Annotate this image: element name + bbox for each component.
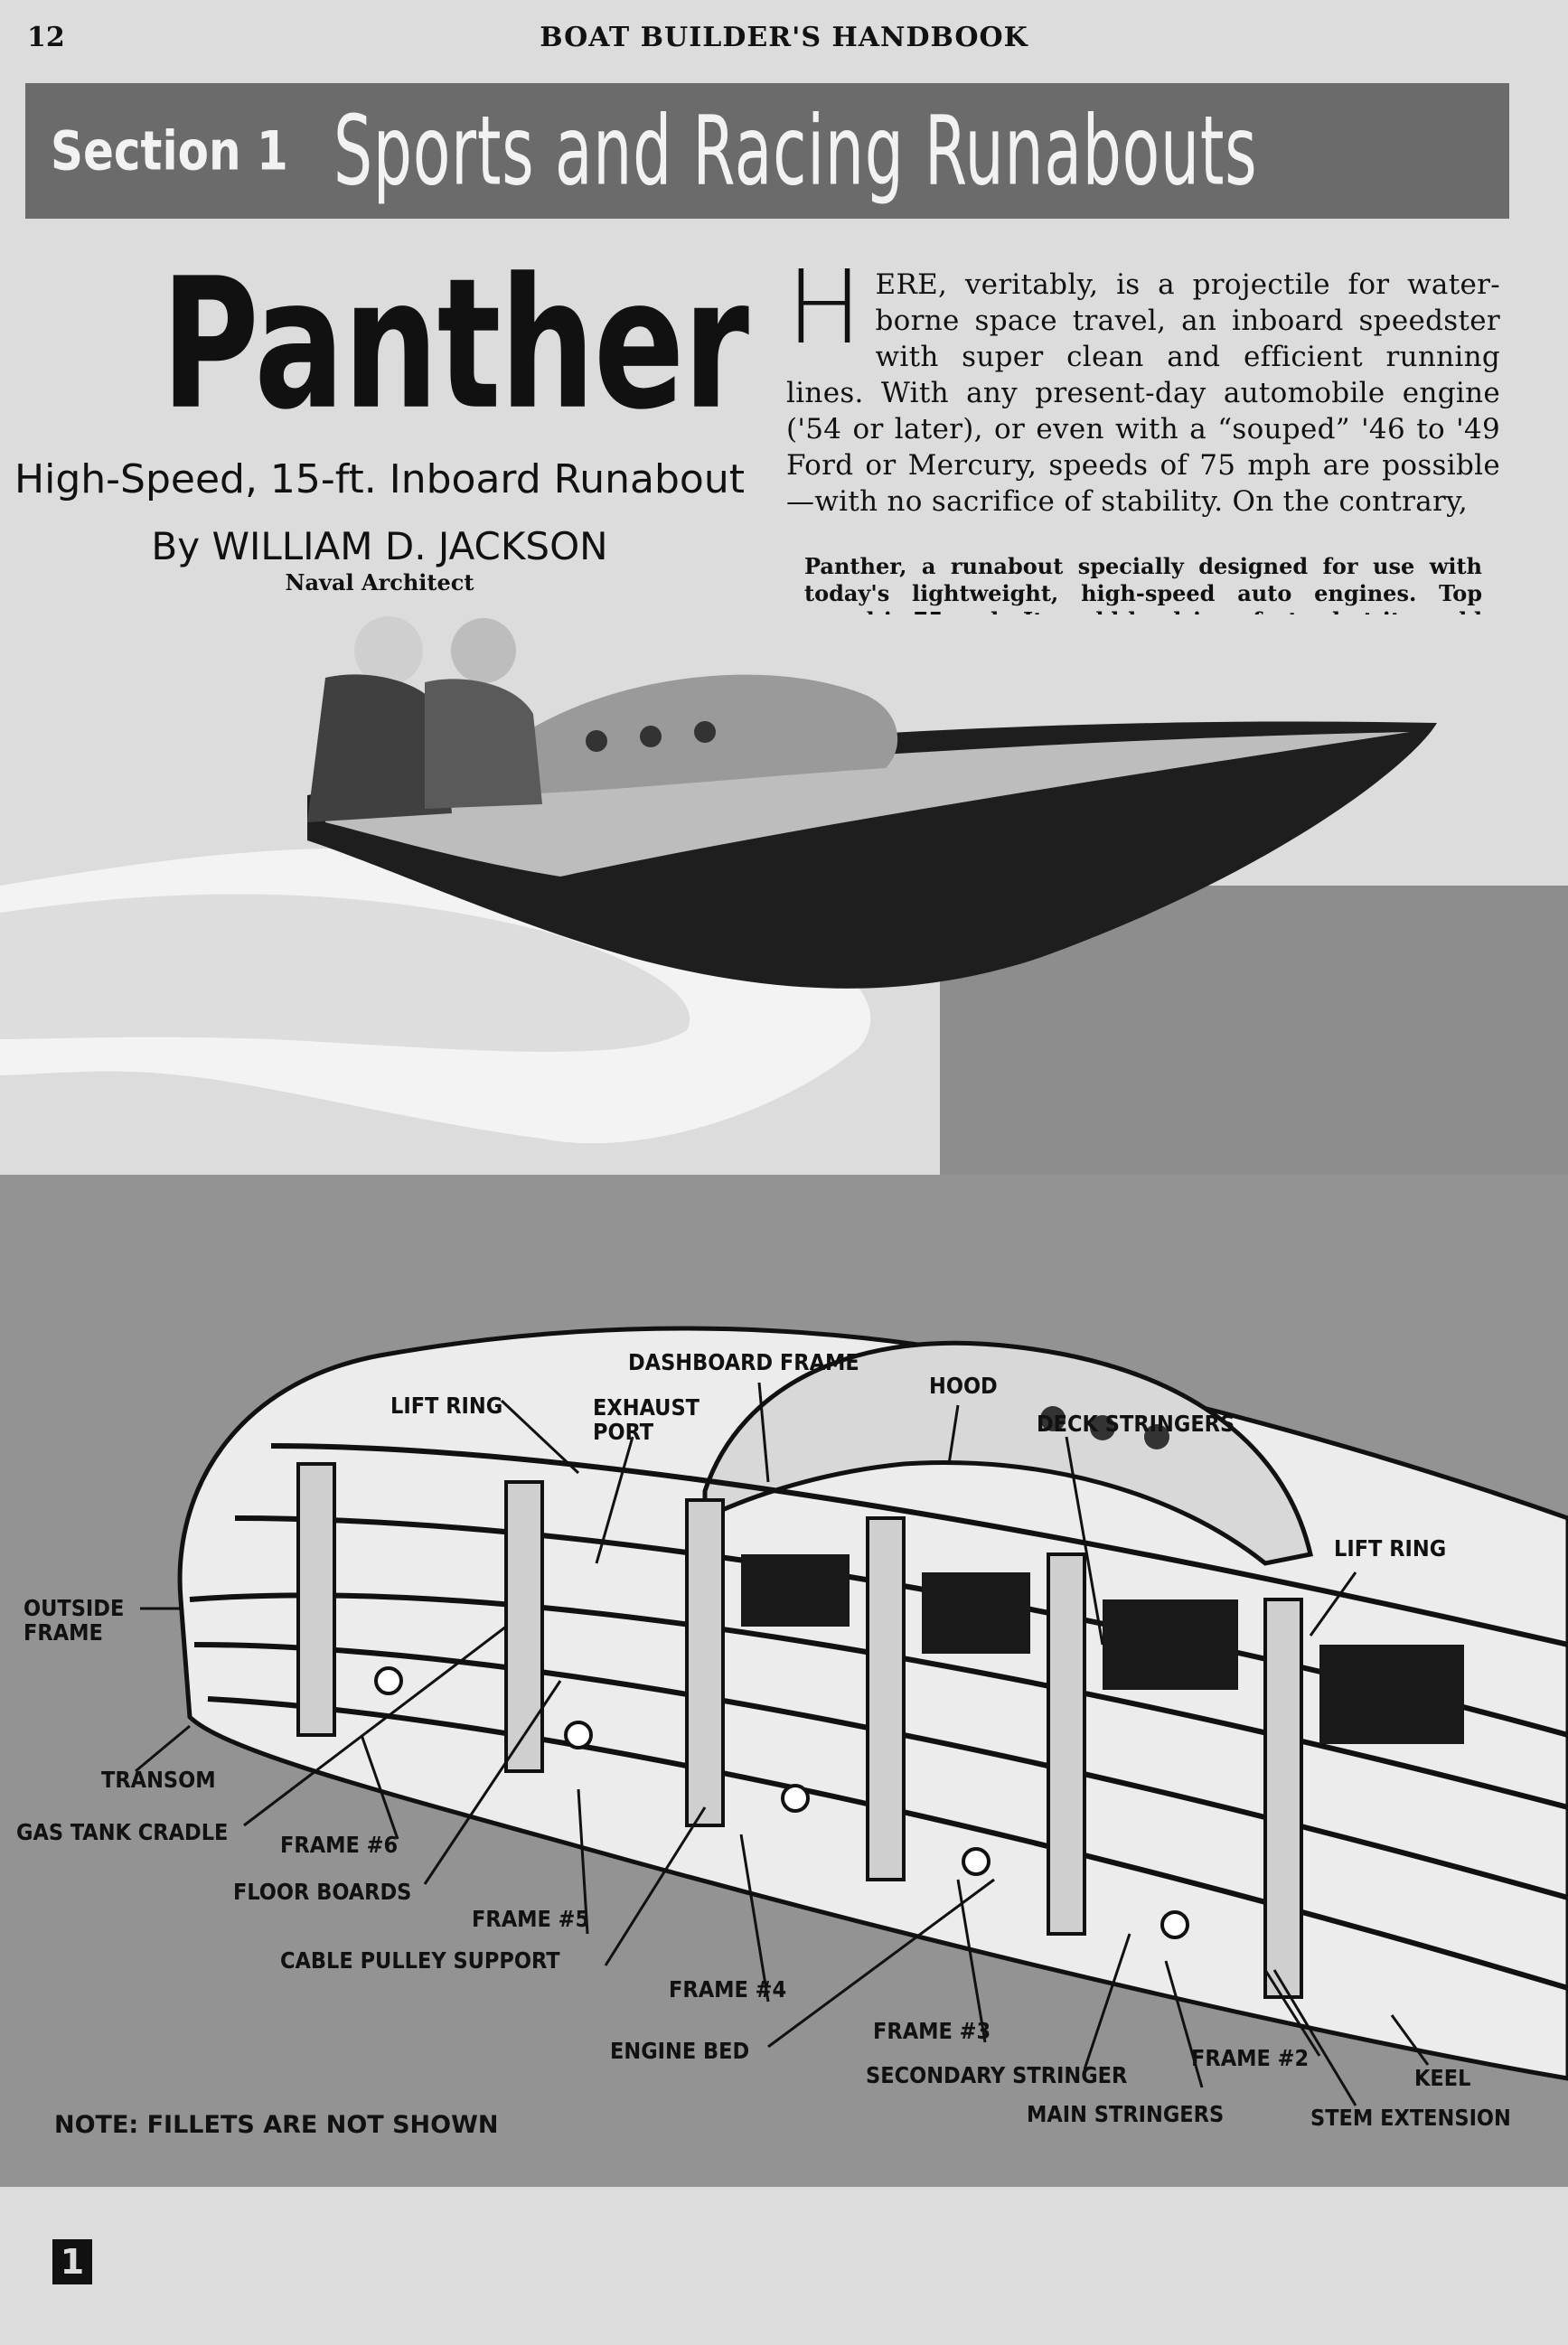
label-outside-frame: OUTSIDE FRAME: [23, 1595, 125, 1646]
section-label: Section 1: [51, 119, 288, 183]
page-marker: 1: [52, 2239, 92, 2284]
label-secondary-stringer: SECONDARY STRINGER: [866, 2062, 1128, 2088]
section-banner: [25, 83, 1509, 219]
label-frame-3: FRAME #3: [873, 2018, 991, 2044]
running-header-title: BOAT BUILDER'S HANDBOOK: [540, 22, 1028, 53]
label-hood: HOOD: [929, 1373, 998, 1399]
drop-cap: H: [786, 249, 863, 367]
label-lift-ring-bow: LIFT RING: [1334, 1535, 1447, 1562]
article-subtitle: High-Speed, 15-ft. Inboard Runabout: [14, 456, 745, 502]
label-lift-ring-stern: LIFT RING: [390, 1393, 503, 1419]
page-number: 12: [27, 22, 65, 53]
label-cable-pulley-support: CABLE PULLEY SUPPORT: [280, 1947, 560, 1974]
label-frame-5: FRAME #5: [472, 1906, 590, 1932]
label-deck-stringers: DECK STRINGERS: [1037, 1411, 1235, 1437]
label-floor-boards: FLOOR BOARDS: [233, 1879, 412, 1905]
author-role: Naval Architect: [285, 569, 474, 596]
label-transom: TRANSOM: [101, 1767, 216, 1793]
intro-paragraph: [786, 249, 1500, 520]
byline: By WILLIAM D. JACKSON: [151, 524, 608, 568]
label-dashboard-frame: DASHBOARD FRAME: [628, 1349, 859, 1375]
label-exhaust-port: EXHAUST PORT: [593, 1394, 699, 1445]
framing-diagram: [0, 1175, 1568, 2187]
boat-photo: [0, 614, 1568, 1202]
photo-caption: Panther, a runabout specially designed for use with today's lightweight, high-speed auto engines. Top: [804, 553, 1482, 606]
label-gas-tank-cradle: GAS TANK CRADLE: [16, 1819, 229, 1845]
label-keel: KEEL: [1414, 2065, 1471, 2091]
section-name: Sports and Racing Runabouts: [333, 95, 1258, 207]
article-title: Panther: [161, 239, 748, 450]
label-main-stringers: MAIN STRINGERS: [1027, 2101, 1225, 2127]
label-frame-2: FRAME #2: [1191, 2045, 1310, 2071]
label-frame-4: FRAME #4: [669, 1976, 787, 2003]
label-frame-6: FRAME #6: [280, 1832, 399, 1858]
label-engine-bed: ENGINE BED: [610, 2038, 750, 2064]
label-stem-extension: STEM EXTENSION: [1310, 2105, 1511, 2131]
diagram-note: NOTE: FILLETS ARE NOT SHOWN: [54, 2111, 499, 2139]
intro-text: ERE, veritably, is a projectile for water-borne space travel, an inboard speedster with super clean and efficient running lines. With any present-day automobile engine ('54 or later), or even with a “souped” '46 to '49 Ford or Mercury, speeds of 75 mph are possible —with no sacrifice of stability. On the contrary,: [786, 268, 1500, 518]
